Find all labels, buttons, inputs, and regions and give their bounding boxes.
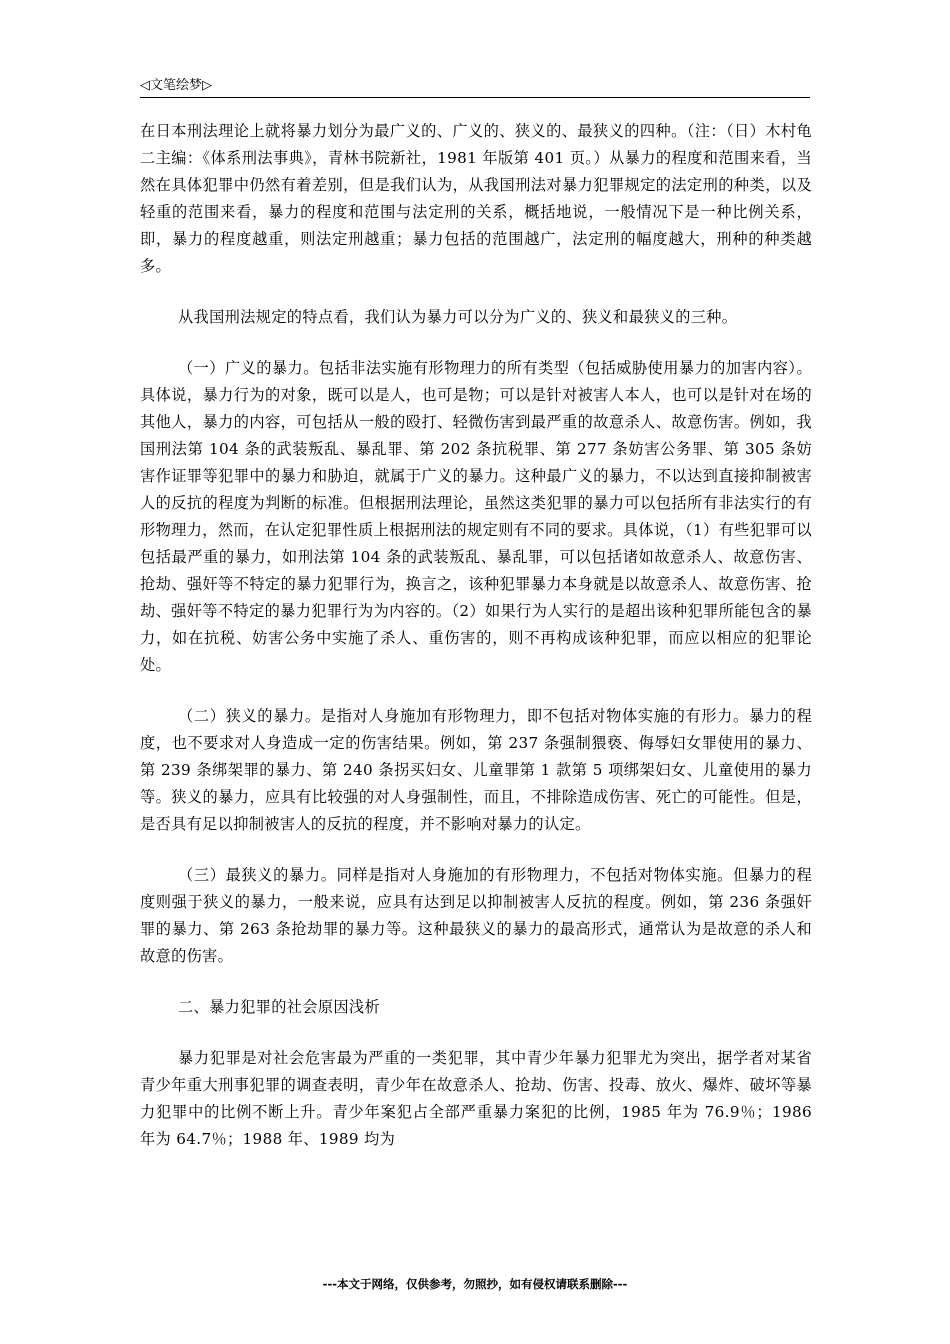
paragraph-4: （二）狭义的暴力。是指对人身施加有形物理力，即不包括对物体实施的有形力。暴力的程度，也不要求对人身造成一定的伤害结果。例如，第 237 条强制猥亵、侮辱妇女罪使用的暴力、第 239 条绑架罪的暴力、第 240 条拐买妇女、儿童罪第 1 款第 5 项绑架妇女、儿童使用的暴力等。狭义的暴力，应具有比较强的对人身强制性，而且，不排除造成伤害、死亡的可能性。但是，是否具有足以抑制被害人的反抗的程度，并不影响对暴力的认定。 — [140, 707, 812, 833]
header-title — [140, 77, 212, 95]
page-header — [140, 74, 810, 98]
header-divider — [140, 97, 810, 98]
paragraph-3: （一）广义的暴力。包括非法实施有形物理力的所有类型（包括威胁使用暴力的加害内容）。具体说，暴力行为的对象，既可以是人，也可是物；可以是针对被害人本人，也可以是针对在场的其他人，暴力的内容，可包括从一般的殴打、轻微伤害到最严重的故意杀人、故意伤害。例如，我国刑法第 104 条的武装叛乱、暴乱罪、第 202 条抗税罪、第 277 条妨害公务罪、第 305 条妨害作证罪等犯罪中的暴力和胁迫，就属于广义的暴力。这种最广义的暴力，不以达到直接抑制被害人的反抗的程度为判断的标准。但根据刑法理论，虽然这类犯罪的暴力可以包括所有非法实行的有形物理力，然而，在认定犯罪性质上根据刑法的规定则有不同的要求。具体说，（1）有些犯罪可以包括最严重的暴力，如刑法第 104 条的武装叛乱、暴乱罪，可以包括诸如故意杀人、故意伤害、抢劫、强奸等不特定的暴力犯罪行为，换言之，该种犯罪暴力本身就是以故意杀人、故意伤害、抢劫、强奸等不特定的暴力犯罪行为为内容的。（2）如果行为人实行的是超出该种犯罪所能包含的暴力，如在抗税、妨害公务中实施了杀人、重伤害的，则不再构成该种犯罪，而应以相应的犯罪论处。 — [140, 359, 812, 674]
paragraph-2: 从我国刑法规定的特点看，我们认为暴力可以分为广义的、狭义和最狭义的三种。 — [178, 308, 738, 326]
paragraph-6: 暴力犯罪是对社会危害最为严重的一类犯罪，其中青少年暴力犯罪尤为突出，据学者对某省青少年重大刑事犯罪的调查表明，青少年在故意杀人、抢劫、伤害、投毒、放火、爆炸、破坏等暴力犯罪中的比例不断上升。青少年案犯占全部严重暴力案犯的比例，1985 年为 76.9％；1986 年为 64.7％；1988 年、1989 均为 — [140, 1049, 812, 1148]
page-footer: ---本文于网络，仅供参考，勿照抄，如有侵权请联系删除--- — [322, 1277, 628, 1291]
paragraph-5: （三）最狭义的暴力。同样是指对人身施加的有形物理力，不包括对物体实施。但暴力的程度则强于狭义的暴力，一般来说，应具有达到足以抑制被害人反抗的程度。例如，第 236 条强奸罪的暴力、第 263 条抢劫罪的暴力等。这种最狭义的暴力的最高形式，通常认为是故意的杀人和故意的伤害。 — [140, 866, 812, 965]
right-triangle-icon: ▷ — [202, 78, 213, 93]
document-body — [140, 118, 812, 1177]
left-triangle-icon: ◁ — [140, 78, 150, 93]
section-heading: 二、暴力犯罪的社会原因浅析 — [178, 998, 380, 1016]
header-title-text: 文笔绘梦 — [150, 78, 203, 93]
paragraph-1: 在日本刑法理论上就将暴力划分为最广义的、广义的、狭义的、最狭义的四种。（注：（日）木村龟二主编：《体系刑法事典》，青林书院新社，1981 年版第 401 页。）从暴力的程度和范围来看，当然在具体犯罪中仍然有着差别，但是我们认为，从我国刑法对暴力犯罪规定的法定刑的种类，以及轻重的范围来看，暴力的程度和范围与法定刑的关系，概括地说，一般情况下是一种比例关系，即，暴力的程度越重，则法定刑越重；暴力包括的范围越广，法定刑的幅度越大，刑种的种类越多。 — [140, 122, 812, 275]
